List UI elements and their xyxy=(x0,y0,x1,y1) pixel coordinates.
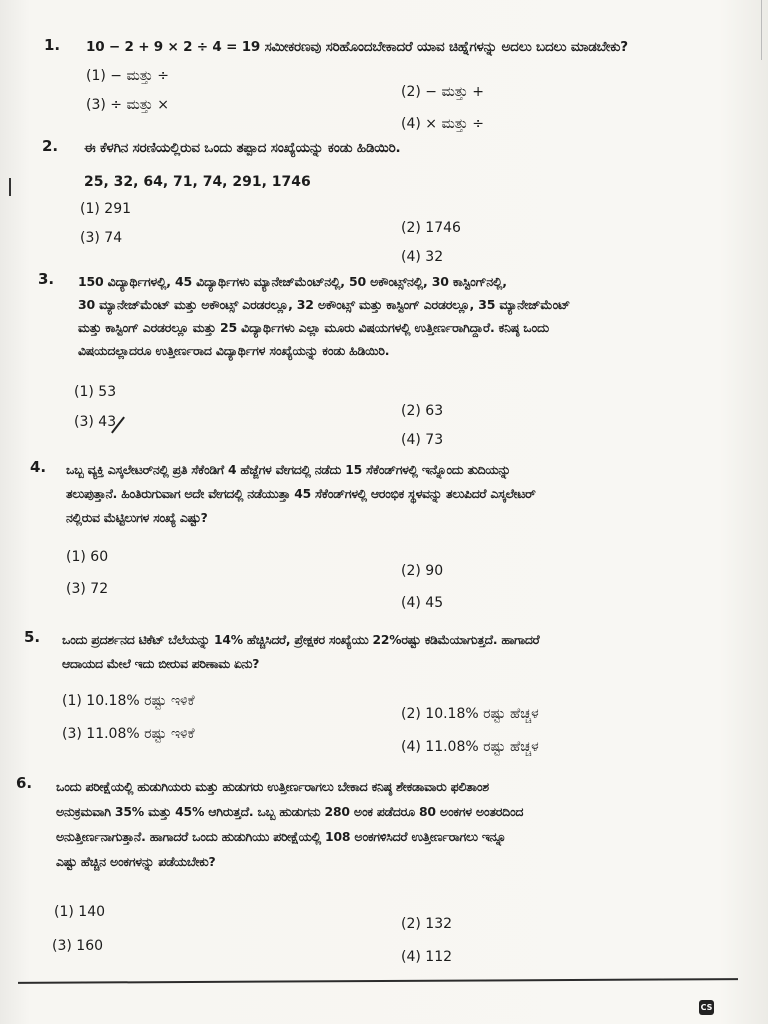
question-line: ತಲುಪುತ್ತಾನೆ. ಹಿಂತಿರುಗುವಾಗ ಅದೇ ವೇಗದಲ್ಲಿ ನಡೆಯುತ್ತಾ 45 ಸೆಕೆಂಡ್‌ಗಳಲ್ಲಿ ಆರಂಭಿಕ ಸ್ಥಳವನ್ನು ತಲುಪಿದರೆ ಎಸ್ಕಲೇಟರ್ xyxy=(66,487,536,501)
question-line: ಮತ್ತು ಕಾಸ್ಟಿಂಗ್ ಎರಡರಲ್ಲೂ ಮತ್ತು 25 ವಿದ್ಯಾರ್ಥಿಗಳು ಎಲ್ಲಾ ಮೂರು ವಿಷಯಗಳಲ್ಲಿ ಉತ್ತೀರ್ಣರಾಗಿದ್ದಾರೆ. ಕನಿಷ್ಠ ಒಂದು xyxy=(78,320,549,335)
option-3: (3) 43 xyxy=(74,414,117,430)
question-line: ಅನುತ್ತೀರ್ಣನಾಗುತ್ತಾನೆ. ಹಾಗಾದರೆ ಒಂದು ಹುಡುಗಿಯು ಪರೀಕ್ಷೆಯಲ್ಲಿ 108 ಅಂಕಗಳಿಸಿದರೆ ಉತ್ತೀರ್ಣರಾಗಲು ಇನ್ನೂ xyxy=(56,829,506,844)
question-line: ವಿಷಯದಲ್ಲಾದರೂ ಉತ್ತೀರ್ಣರಾದ ವಿದ್ಯಾರ್ಥಿಗಳ ಸಂಖ್ಯೆಯನ್ನು ಕಂಡು ಹಿಡಿಯಿರಿ. xyxy=(78,343,390,358)
option-4: (4) 112 xyxy=(401,949,453,965)
option-2: (2) 10.18% ರಷ್ಟು ಹೆಚ್ಚಳ xyxy=(401,706,539,722)
question-line: ಆದಾಯದ ಮೇಲೆ ಇದು ಬೀರುವ ಪರಿಣಾಮ ಏನು? xyxy=(62,657,260,671)
option-4: (4) 11.08% ರಷ್ಟು ಹೆಚ್ಚಳ xyxy=(401,739,539,755)
option-1: (1) 140 xyxy=(54,904,106,920)
bottom-rule xyxy=(18,978,738,984)
option-2: (2) 1746 xyxy=(401,220,461,236)
option-3: (3) 11.08% ರಷ್ಟು ಇಳಿಕೆ xyxy=(62,726,195,742)
question-number: 4. xyxy=(30,458,47,476)
question-text xyxy=(62,628,737,676)
option-3: (3) ÷ ಮತ್ತು × xyxy=(86,97,170,113)
option-3: (3) 72 xyxy=(66,581,109,597)
option-3: (3) 74 xyxy=(80,230,123,246)
option-2: (2) 90 xyxy=(401,563,444,579)
option-2: (2) 132 xyxy=(401,916,453,932)
question-text xyxy=(78,270,733,362)
option-2: (2) 63 xyxy=(401,403,444,419)
question-number: 3. xyxy=(38,270,55,288)
option-1: (1) 53 xyxy=(74,384,117,400)
option-1: (1) 60 xyxy=(66,549,109,565)
option-2: (2) − ಮತ್ತು + xyxy=(401,84,485,100)
page-edge-line xyxy=(761,0,762,60)
margin-mark xyxy=(9,178,11,196)
option-1: (1) 10.18% ರಷ್ಟು ಇಳಿಕೆ xyxy=(62,693,195,709)
number-series: 25, 32, 64, 71, 74, 291, 1746 xyxy=(84,174,311,190)
option-4: (4) 32 xyxy=(401,249,444,265)
option-3: (3) 160 xyxy=(52,938,104,954)
question-line: ಒಬ್ಬ ವ್ಯಕ್ತಿ ಎಸ್ಕಲೇಟರ್‌ನಲ್ಲಿ ಪ್ರತಿ ಸೆಕೆಂಡಿಗೆ 4 ಹೆಜ್ಜೆಗಳ ವೇಗದಲ್ಲಿ ನಡೆದು 15 ಸೆಕೆಂಡ್‌ಗಳಲ್ಲಿ ಇನ್ನೊಂದು ತುದಿಯನ್ನು xyxy=(66,463,511,477)
question-number: 1. xyxy=(44,36,61,54)
question-number: 2. xyxy=(42,137,59,155)
option-4: (4) 45 xyxy=(401,595,444,611)
question-line: ಒಂದು ಪರೀಕ್ಷೆಯಲ್ಲಿ ಹುಡುಗಿಯರು ಮತ್ತು ಹುಡುಗರು ಉತ್ತೀರ್ಣರಾಗಲು ಬೇಕಾದ ಕನಿಷ್ಠ ಶೇಕಡಾವಾರು ಫಲಿತಾಂಶ xyxy=(56,779,489,794)
question-text: ಈ ಕೆಳಗಿನ ಸರಣಿಯಲ್ಲಿರುವ ಒಂದು ತಪ್ಪಾದ ಸಂಖ್ಯೆಯನ್ನು ಕಂಡು ಹಿಡಿಯಿರಿ. xyxy=(84,140,401,156)
question-text: 10 − 2 + 9 × 2 ÷ 4 = 19 ಸಮೀಕರಣವು ಸರಿಹೊಂದಬೇಕಾದರೆ ಯಾವ ಚಿಹ್ನೆಗಳನ್ನು ಅದಲು ಬದಲು ಮಾಡಬೇಕು? xyxy=(86,39,628,55)
option-4: (4) 73 xyxy=(401,432,444,448)
question-text xyxy=(56,774,746,874)
question-line: ನಲ್ಲಿರುವ ಮೆಟ್ಟಿಲುಗಳ ಸಂಖ್ಯೆ ಎಷ್ಟು? xyxy=(66,511,208,525)
question-line: 150 ವಿದ್ಯಾರ್ಥಿಗಳಲ್ಲಿ, 45 ವಿದ್ಯಾರ್ಥಿಗಳು ಮ್ಯಾನೇಜ್‌ಮೆಂಟ್‌ನಲ್ಲಿ, 50 ಅಕೌಂಟ್ಸ್‌ನಲ್ಲಿ, 30 ಕಾಸ್ಟಿಂಗ್‌ನಲ್ಲಿ, xyxy=(78,274,507,289)
question-line: 30 ಮ್ಯಾನೇಜ್‌ಮೆಂಟ್ ಮತ್ತು ಅಕೌಂಟ್ಸ್ ಎರಡರಲ್ಲೂ, 32 ಅಕೌಂಟ್ಸ್ ಮತ್ತು ಕಾಸ್ಟಿಂಗ್ ಎರಡರಲ್ಲೂ, 35 ಮ್ಯಾನೇಜ್‌ಮೆಂಟ್ xyxy=(78,297,571,312)
option-1: (1) 291 xyxy=(80,201,132,217)
question-line: ಅನುಕ್ರಮವಾಗಿ 35% ಮತ್ತು 45% ಆಗಿರುತ್ತದೆ. ಒಬ್ಬ ಹುಡುಗನು 280 ಅಂಕ ಪಡೆದರೂ 80 ಅಂಕಗಳ ಅಂತರದಿಂದ xyxy=(56,804,524,819)
question-number: 6. xyxy=(16,774,33,792)
camscanner-badge: CS xyxy=(699,1000,714,1015)
option-1: (1) − ಮತ್ತು ÷ xyxy=(86,68,170,84)
question-line: ಎಷ್ಟು ಹೆಚ್ಚಿನ ಅಂಕಗಳನ್ನು ಪಡೆಯಬೇಕು? xyxy=(56,854,216,869)
question-text xyxy=(66,458,731,530)
option-4: (4) × ಮತ್ತು ÷ xyxy=(401,116,485,132)
question-number: 5. xyxy=(24,628,41,646)
question-line: ಒಂದು ಪ್ರದರ್ಶನದ ಟಿಕೆಟ್ ಬೆಲೆಯನ್ನು 14% ಹೆಚ್ಚಿಸಿದರೆ, ಪ್ರೇಕ್ಷಕರ ಸಂಖ್ಯೆಯು 22%ರಷ್ಟು ಕಡಿಮೆಯಾಗುತ್ತದೆ. ಹಾಗಾದರೆ xyxy=(62,633,540,647)
